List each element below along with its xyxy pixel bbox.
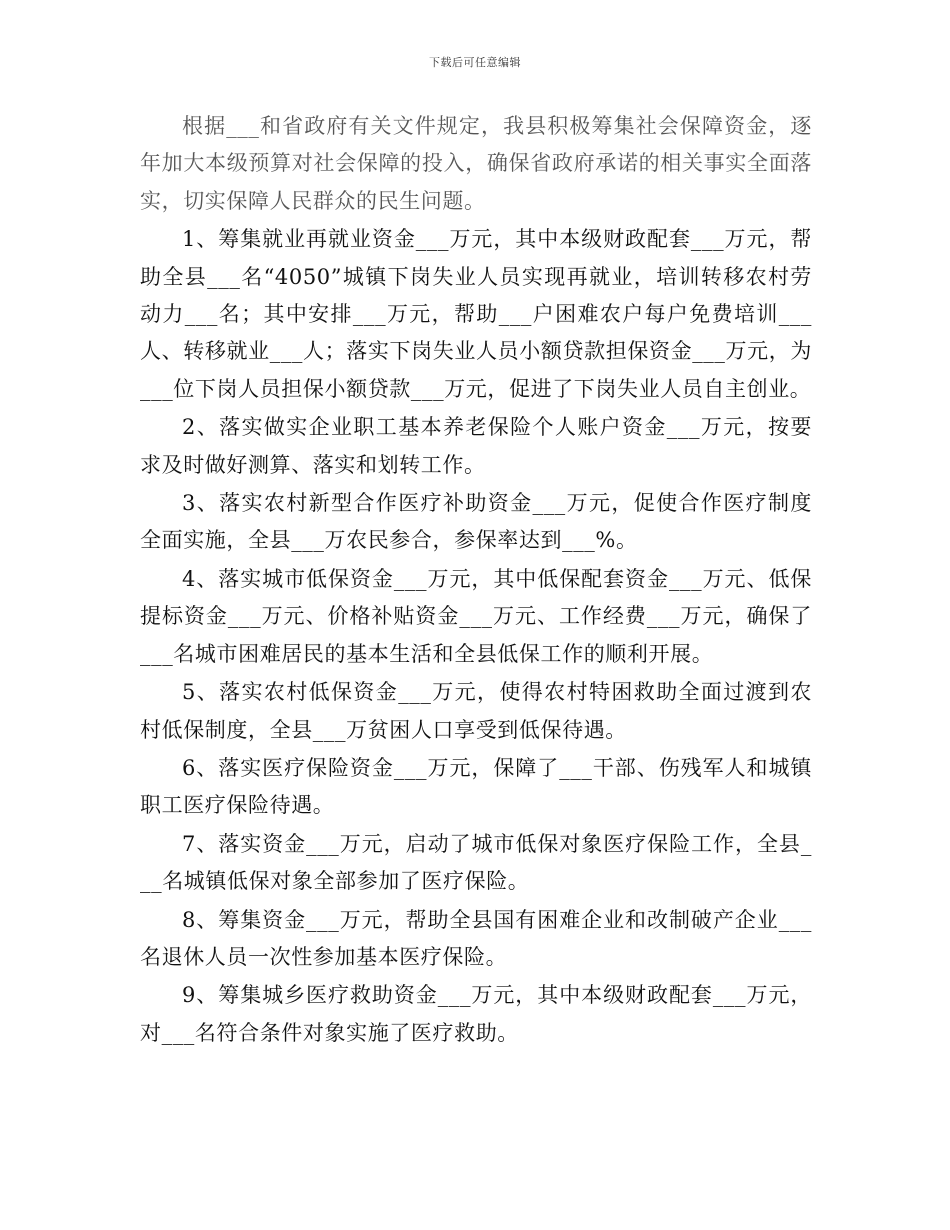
item-paragraph-6: 6、落实医疗保险资金___万元，保障了___干部、伤残军人和城镇职工医疗保险待遇。 [140, 755, 812, 818]
item-paragraph-1: 1、筹集就业再就业资金___万元，其中本级财政配套___万元，帮助全县___名“4050”城镇下岗失业人员实现再就业，培训转移农村劳动力___名；其中安排___万元，帮助___户困难农户每户免费培训___人、转移就业___人；落实下岗失业人员小额贷款担保资金___万元，为___位下岗人员担保小额贷款___万元，促进了下岗失业人员自主创业。 [140, 227, 812, 401]
document-body [140, 108, 812, 1053]
header-note: 下载后可任意编辑 [429, 56, 521, 69]
item-paragraph-5: 5、落实农村低保资金___万元，使得农村特困救助全面过渡到农村低保制度，全县___万贫困人口享受到低保待遇。 [140, 680, 812, 742]
item-paragraph-2: 2、落实做实企业职工基本养老保险个人账户资金___万元，按要求及时做好测算、落实和划转工作。 [140, 415, 812, 477]
item-paragraph-7: 7、落实资金___万元，启动了城市低保对象医疗保险工作，全县___名城镇低保对象全部参加了医疗保险。 [140, 831, 812, 894]
item-paragraph-9: 9、筹集城乡医疗救助资金___万元，其中本级财政配套___万元，对___名符合条件对象实施了医疗救助。 [140, 983, 812, 1045]
item-paragraph-8: 8、筹集资金___万元，帮助全县国有困难企业和改制破产企业___名退休人员一次性参加基本医疗保险。 [140, 907, 812, 969]
item-paragraph-4: 4、落实城市低保资金___万元，其中低保配套资金___万元、低保提标资金___万元、价格补贴资金___万元、工作经费___万元，确保了___名城市困难居民的基本生活和全县低保工作的顺利开展。 [140, 566, 812, 666]
item-paragraph-3: 3、落实农村新型合作医疗补助资金___万元，促使合作医疗制度全面实施，全县___万农民参合，参保率达到___%。 [140, 491, 812, 553]
intro-paragraph: 根据___和省政府有关文件规定，我县积极筹集社会保障资金，逐年加大本级预算对社会保障的投入，确保省政府承诺的相关事实全面落实，切实保障人民群众的民生问题。 [140, 114, 812, 213]
